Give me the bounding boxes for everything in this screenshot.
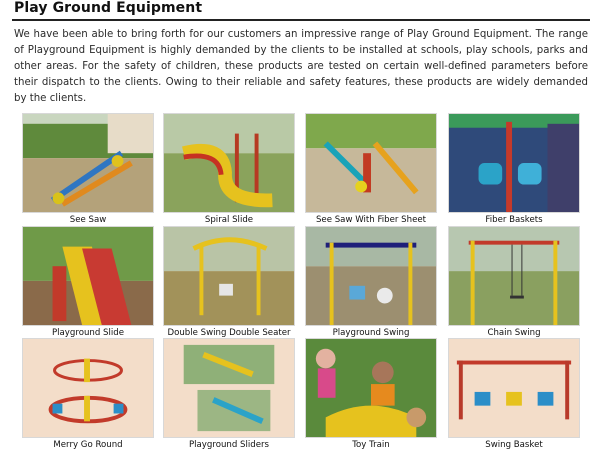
product-tile-see-saw[interactable] [22, 113, 154, 225]
page-title: Play Ground Equipment [14, 0, 203, 16]
product-tile-swing-basket[interactable] [448, 338, 580, 450]
product-tile-double-swing[interactable] [163, 226, 295, 338]
toy-train-photo[interactable] [305, 338, 437, 438]
product-caption[interactable]: See Saw [69, 215, 107, 225]
product-tile-see-saw-fiber[interactable] [305, 113, 437, 225]
spiral-slide-photo[interactable] [163, 113, 295, 213]
product-caption[interactable]: Swing Basket [485, 440, 543, 450]
double-swing-photo[interactable] [163, 226, 295, 326]
product-caption[interactable]: Toy Train [352, 440, 390, 450]
see-saw-fiber-photo[interactable] [305, 113, 437, 213]
playground-slide-photo[interactable] [22, 226, 154, 326]
product-caption[interactable]: See Saw With Fiber Sheet [315, 215, 427, 225]
product-tile-spiral-slide[interactable] [163, 113, 295, 225]
product-tile-playground-slide[interactable] [22, 226, 154, 338]
chain-swing-photo[interactable] [448, 226, 580, 326]
product-caption[interactable]: Playground Slide [51, 328, 125, 338]
product-tile-playground-swing[interactable] [305, 226, 437, 338]
see-saw-photo[interactable] [22, 113, 154, 213]
playground-sliders-photo[interactable] [163, 338, 295, 438]
product-caption[interactable]: Merry Go Round [53, 440, 123, 450]
product-caption[interactable]: Spiral Slide [204, 215, 254, 225]
fiber-baskets-photo[interactable] [448, 113, 580, 213]
product-tile-chain-swing[interactable] [448, 226, 580, 338]
product-caption[interactable]: Playground Swing [332, 328, 410, 338]
product-caption[interactable]: Chain Swing [487, 328, 541, 338]
intro-paragraph: We have been able to bring forth for our customers an impressive range of Play Ground Equipment. The range of Playground Equipment is highly demanded by the clients to be installed at schools, play schools, parks and other areas. For the safety of children, these products are tested on certain well-defined parameters before their dispatch to the clients. Owing to their reliable and safety features, these products are widely demanded by the clients. [14, 29, 588, 104]
product-tile-fiber-baskets[interactable] [448, 113, 580, 225]
playground-swing-photo[interactable] [305, 226, 437, 326]
product-caption[interactable]: Playground Sliders [188, 440, 270, 450]
product-tile-merry-go-round[interactable] [22, 338, 154, 450]
product-caption[interactable]: Double Swing Double Seater [167, 328, 291, 338]
product-tile-toy-train[interactable] [305, 338, 437, 450]
product-caption[interactable]: Fiber Baskets [485, 215, 543, 225]
swing-basket-photo[interactable] [448, 338, 580, 438]
product-tile-playground-sliders[interactable] [163, 338, 295, 450]
merry-go-round-photo[interactable] [22, 338, 154, 438]
